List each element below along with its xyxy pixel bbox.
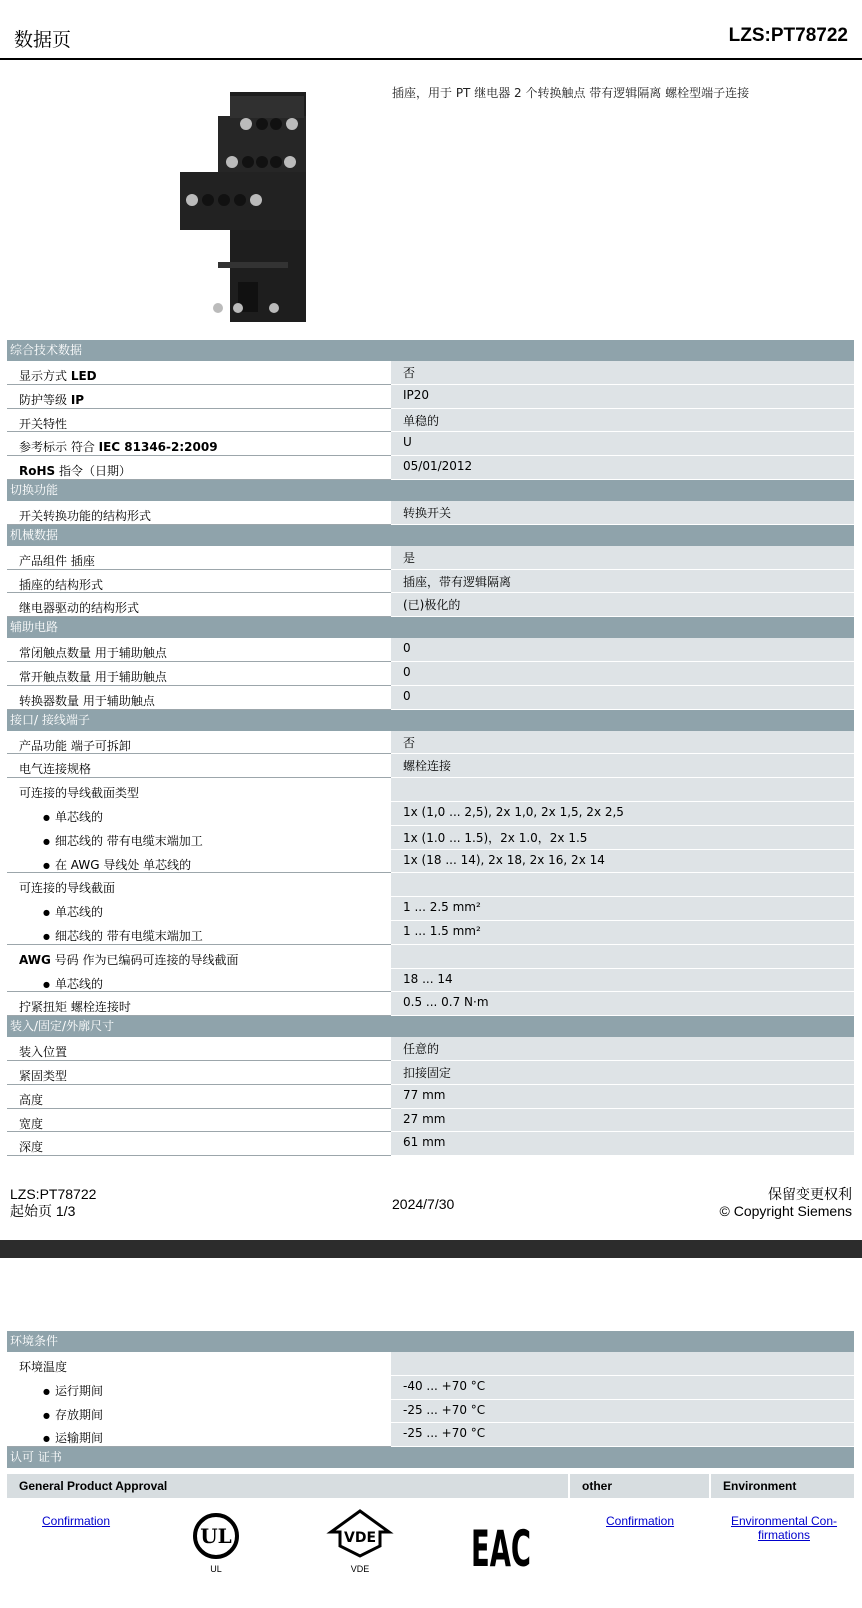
- table-row: ● 单芯线的 1x (1,0 ... 2,5), 2x 1,0, 2x 1,5, 2x 2,5: [7, 802, 854, 826]
- table-row: 产品组件 插座 是: [7, 546, 854, 570]
- other-confirmation-link[interactable]: Confirmation: [606, 1514, 675, 1528]
- product-image: [178, 82, 328, 332]
- product-description: 插座，用于 PT 继电器 2 个转换触点 带有逻辑隔离 螺栓型端子连接: [392, 86, 750, 100]
- section-mounting: 装入/固定/外廓尺寸: [7, 1016, 854, 1037]
- svg-text:VDE: VDE: [343, 1530, 377, 1546]
- section-general: 综合技术数据: [7, 340, 854, 361]
- table-row: ● 在 AWG 导线处 单芯线的 1x (18 ... 14), 2x 18, 2x 16, 2x 14: [7, 850, 854, 874]
- section-switching: 切换功能: [7, 480, 854, 501]
- section-auxiliary: 辅助电路: [7, 617, 854, 638]
- table-row: 显示方式 LED 否: [7, 361, 854, 385]
- cert-col-general: General Product Approval: [7, 1474, 570, 1498]
- table-row: 继电器驱动的结构形式 (已)极化的: [7, 593, 854, 617]
- table-row: 拧紧扭矩 螺栓连接时 0.5 ... 0.7 N·m: [7, 992, 854, 1016]
- article-number: LZS:PT78722: [728, 25, 848, 46]
- eac-mark-icon: [470, 1516, 532, 1578]
- vde-logo: VDE VDE: [328, 1508, 392, 1574]
- cert-col-environment: Environment: [711, 1474, 854, 1498]
- table-row: ● 单芯线的 1 ... 2.5 mm²: [7, 897, 854, 921]
- svg-text:EAC: EAC: [471, 1520, 531, 1578]
- table-row: 转换器数量 用于辅助触点 0: [7, 686, 854, 710]
- section-certificates: 认可 证书: [7, 1447, 854, 1468]
- eac-logo: [470, 1516, 532, 1578]
- table-row: 紧固类型 扣接固定: [7, 1061, 854, 1085]
- table-row: 可连接的导线截面: [7, 873, 854, 897]
- table-row: 高度 77 mm: [7, 1085, 854, 1109]
- certificates-header: [7, 1474, 854, 1498]
- table-row: 产品功能 端子可拆卸 否: [7, 731, 854, 755]
- page-header: [0, 20, 862, 60]
- table-row: ● 存放期间 -25 ... +70 °C: [7, 1400, 854, 1424]
- table-row: 参考标示 符合 IEC 81346-2:2009 U: [7, 432, 854, 456]
- section-connections: 接口/ 接线端子: [7, 710, 854, 731]
- table-row: 深度 61 mm: [7, 1132, 854, 1156]
- page-title: 数据页: [14, 29, 72, 51]
- ul-mark-icon: [192, 1512, 240, 1560]
- section-environment: 环境条件: [7, 1331, 854, 1352]
- tech-data-table: [7, 340, 854, 1156]
- table-row: 可连接的导线截面类型: [7, 778, 854, 802]
- table-row: 开关转换功能的结构形式 转换开关: [7, 501, 854, 525]
- vde-mark-icon: [328, 1508, 392, 1560]
- table-row: ● 细芯线的 带有电缆末端加工 1x (1.0 ... 1.5)，2x 1.0，2x 1.5: [7, 826, 854, 850]
- page-divider: [0, 1240, 862, 1258]
- footer-right: 保留变更权利 © Copyright Siemens: [719, 1186, 852, 1219]
- ul-logo: UL UL: [192, 1512, 240, 1574]
- footer-left: LZS:PT78722 起始页 1/3: [10, 1186, 97, 1219]
- table-row: 防护等级 IP IP20: [7, 385, 854, 409]
- table-row: AWG 号码 作为已编码可连接的导线截面: [7, 945, 854, 969]
- table-row: 环境温度: [7, 1352, 854, 1376]
- table-row: ● 运行期间 -40 ... +70 °C: [7, 1376, 854, 1400]
- table-row: 开关特性 单稳的: [7, 409, 854, 433]
- table-row: 装入位置 任意的: [7, 1037, 854, 1061]
- table-row: 电气连接规格 螺栓连接: [7, 754, 854, 778]
- svg-text:UL: UL: [200, 1524, 232, 1548]
- table-row: ● 细芯线的 带有电缆末端加工 1 ... 1.5 mm²: [7, 921, 854, 945]
- table-row: 宽度 27 mm: [7, 1109, 854, 1133]
- footer-date: 2024/7/30: [392, 1196, 455, 1212]
- environment-table: [7, 1331, 854, 1468]
- table-row: RoHS 指令（日期） 05/01/2012: [7, 456, 854, 480]
- table-row: ● 运输期间 -25 ... +70 °C: [7, 1423, 854, 1447]
- table-row: ● 单芯线的 18 ... 14: [7, 969, 854, 993]
- general-approval-confirmation-link[interactable]: Confirmation: [42, 1514, 111, 1528]
- section-mechanical: 机械数据: [7, 525, 854, 546]
- cert-col-other: other: [570, 1474, 711, 1498]
- table-row: 常开触点数量 用于辅助触点 0: [7, 662, 854, 686]
- environmental-confirmations-link[interactable]: Environmental Con- firmations: [730, 1514, 838, 1542]
- table-row: 插座的结构形式 插座，带有逻辑隔离: [7, 570, 854, 594]
- table-row: 常闭触点数量 用于辅助触点 0: [7, 638, 854, 662]
